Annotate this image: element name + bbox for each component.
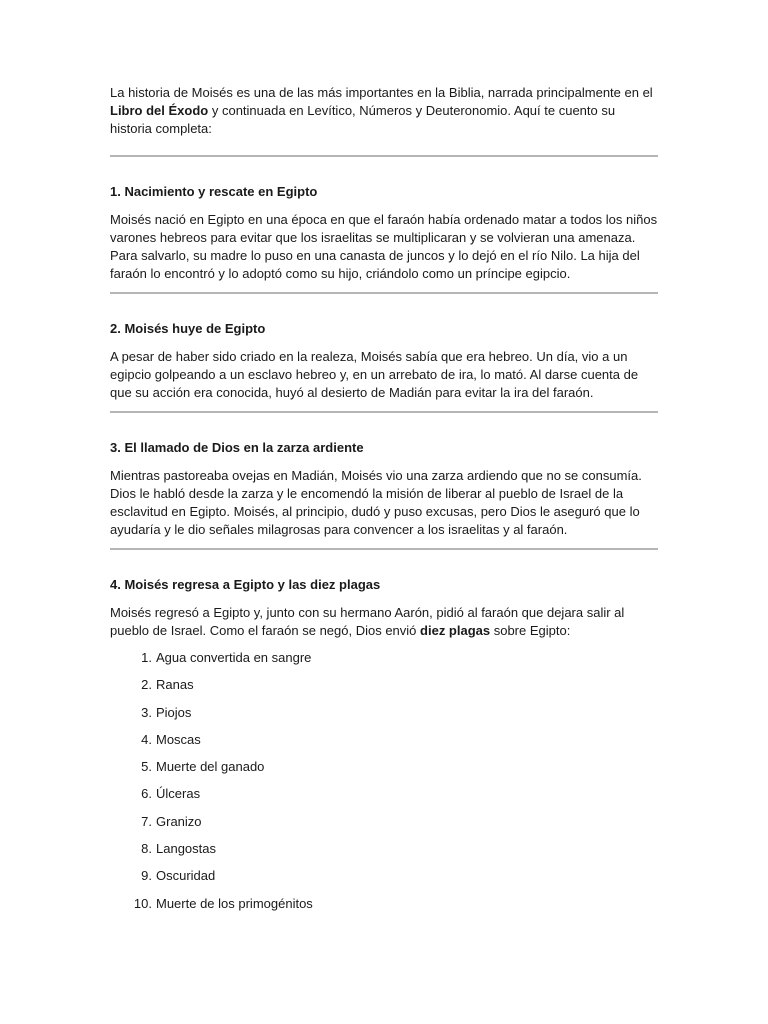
- intro-bold-book: Libro del Éxodo: [110, 103, 209, 118]
- section-divider: [110, 548, 658, 550]
- section-title: 3. El llamado de Dios en la zarza ardiente: [110, 440, 364, 455]
- section-body: [110, 604, 658, 640]
- list-item: [110, 731, 658, 749]
- intro-text-after: y continuada en Levítico, Números y Deuteronomio. Aquí te cuento su historia completa:: [110, 103, 616, 136]
- intro-paragraph: [110, 84, 658, 138]
- list-item-text: Granizo: [156, 813, 202, 829]
- list-item: [110, 895, 658, 913]
- section-3: [110, 439, 658, 539]
- list-item-text: Piojos: [156, 704, 192, 720]
- list-item-number: 4.: [141, 731, 152, 747]
- list-item-text: Ranas: [156, 677, 194, 693]
- list-item-number: 2.: [141, 677, 152, 693]
- list-item: [110, 785, 658, 803]
- list-item-number: 8.: [141, 841, 152, 857]
- list-item-text: Langostas: [156, 841, 216, 857]
- list-item-text: Muerte de los primogénitos: [156, 895, 313, 911]
- section-body: Moisés nació en Egipto en una época en que el faraón había ordenado matar a todos los niños varones hebreos para evitar que los israelitas se multiplicaran y se volvieran una amenaza. Para salvarlo, su madre lo puso en una canasta de juncos y lo dejó en el río Nilo. La hija del faraón lo encontró y lo adoptó como su hijo, criándolo como un príncipe egipcio.: [110, 212, 658, 281]
- list-item-number: 5.: [141, 759, 152, 775]
- list-item-text: Muerte del ganado: [156, 759, 265, 775]
- list-item: [110, 813, 658, 831]
- list-item-text: Agua convertida en sangre: [156, 650, 312, 665]
- list-item-number: 6.: [141, 786, 152, 802]
- list-item-number: 7.: [141, 813, 152, 829]
- list-item-text: Moscas: [156, 731, 201, 747]
- section-body-bold: diez plagas: [420, 623, 491, 638]
- list-item-number: 10.: [133, 895, 152, 911]
- list-item: [110, 867, 658, 885]
- section-body: Mientras pastoreaba ovejas en Madián, Moisés vio una zarza ardiendo que no se consumía. Dios le habló desde la zarza y le encomendó la misión de liberar al pueblo de Israel de la esclavitud en Egipto. Moisés, al principio, dudó y puso excusas, pero Dios le aseguró que lo ayudaría y le dio señales milagrosas para convencer a los israelitas y al faraón.: [110, 468, 642, 537]
- list-item: [110, 758, 658, 776]
- list-item-text: Oscuridad: [156, 868, 216, 884]
- section-body-before: Moisés regresó a Egipto y, junto con su hermano Aarón, pidió al faraón que dejara salir al pueblo de Israel. Como el faraón se negó, Dios envió: [110, 605, 625, 638]
- list-item-number: 1.: [141, 650, 152, 665]
- section-divider: [110, 155, 658, 157]
- list-item: [110, 649, 658, 667]
- section-1: [110, 183, 658, 283]
- section-divider: [110, 411, 658, 413]
- section-body: A pesar de haber sido criado en la realeza, Moisés sabía que era hebreo. Un día, vio a un egipcio golpeando a un esclavo hebreo y, en un arrebato de ira, lo mató. Al darse cuenta de que su acción era conocida, huyó al desierto de Madián para evitar la ira del faraón.: [110, 349, 639, 400]
- section-2: [110, 320, 658, 402]
- list-item-text: Úlceras: [156, 786, 201, 802]
- plague-list: [110, 649, 658, 913]
- list-item-number: 3.: [141, 704, 152, 720]
- section-body-after: sobre Egipto:: [490, 623, 571, 638]
- intro-text-before: La historia de Moisés es una de las más importantes en la Biblia, narrada principalmente en el: [110, 85, 653, 100]
- list-item: [110, 840, 658, 858]
- list-item: [110, 676, 658, 694]
- document-page: [110, 84, 658, 922]
- list-item: [110, 704, 658, 722]
- section-title: 4. Moisés regresa a Egipto y las diez plagas: [110, 577, 381, 592]
- section-title: 2. Moisés huye de Egipto: [110, 321, 266, 336]
- list-item-number: 9.: [141, 868, 152, 884]
- section-title: 1. Nacimiento y rescate en Egipto: [110, 184, 318, 199]
- section-4: [110, 576, 658, 913]
- section-divider: [110, 292, 658, 294]
